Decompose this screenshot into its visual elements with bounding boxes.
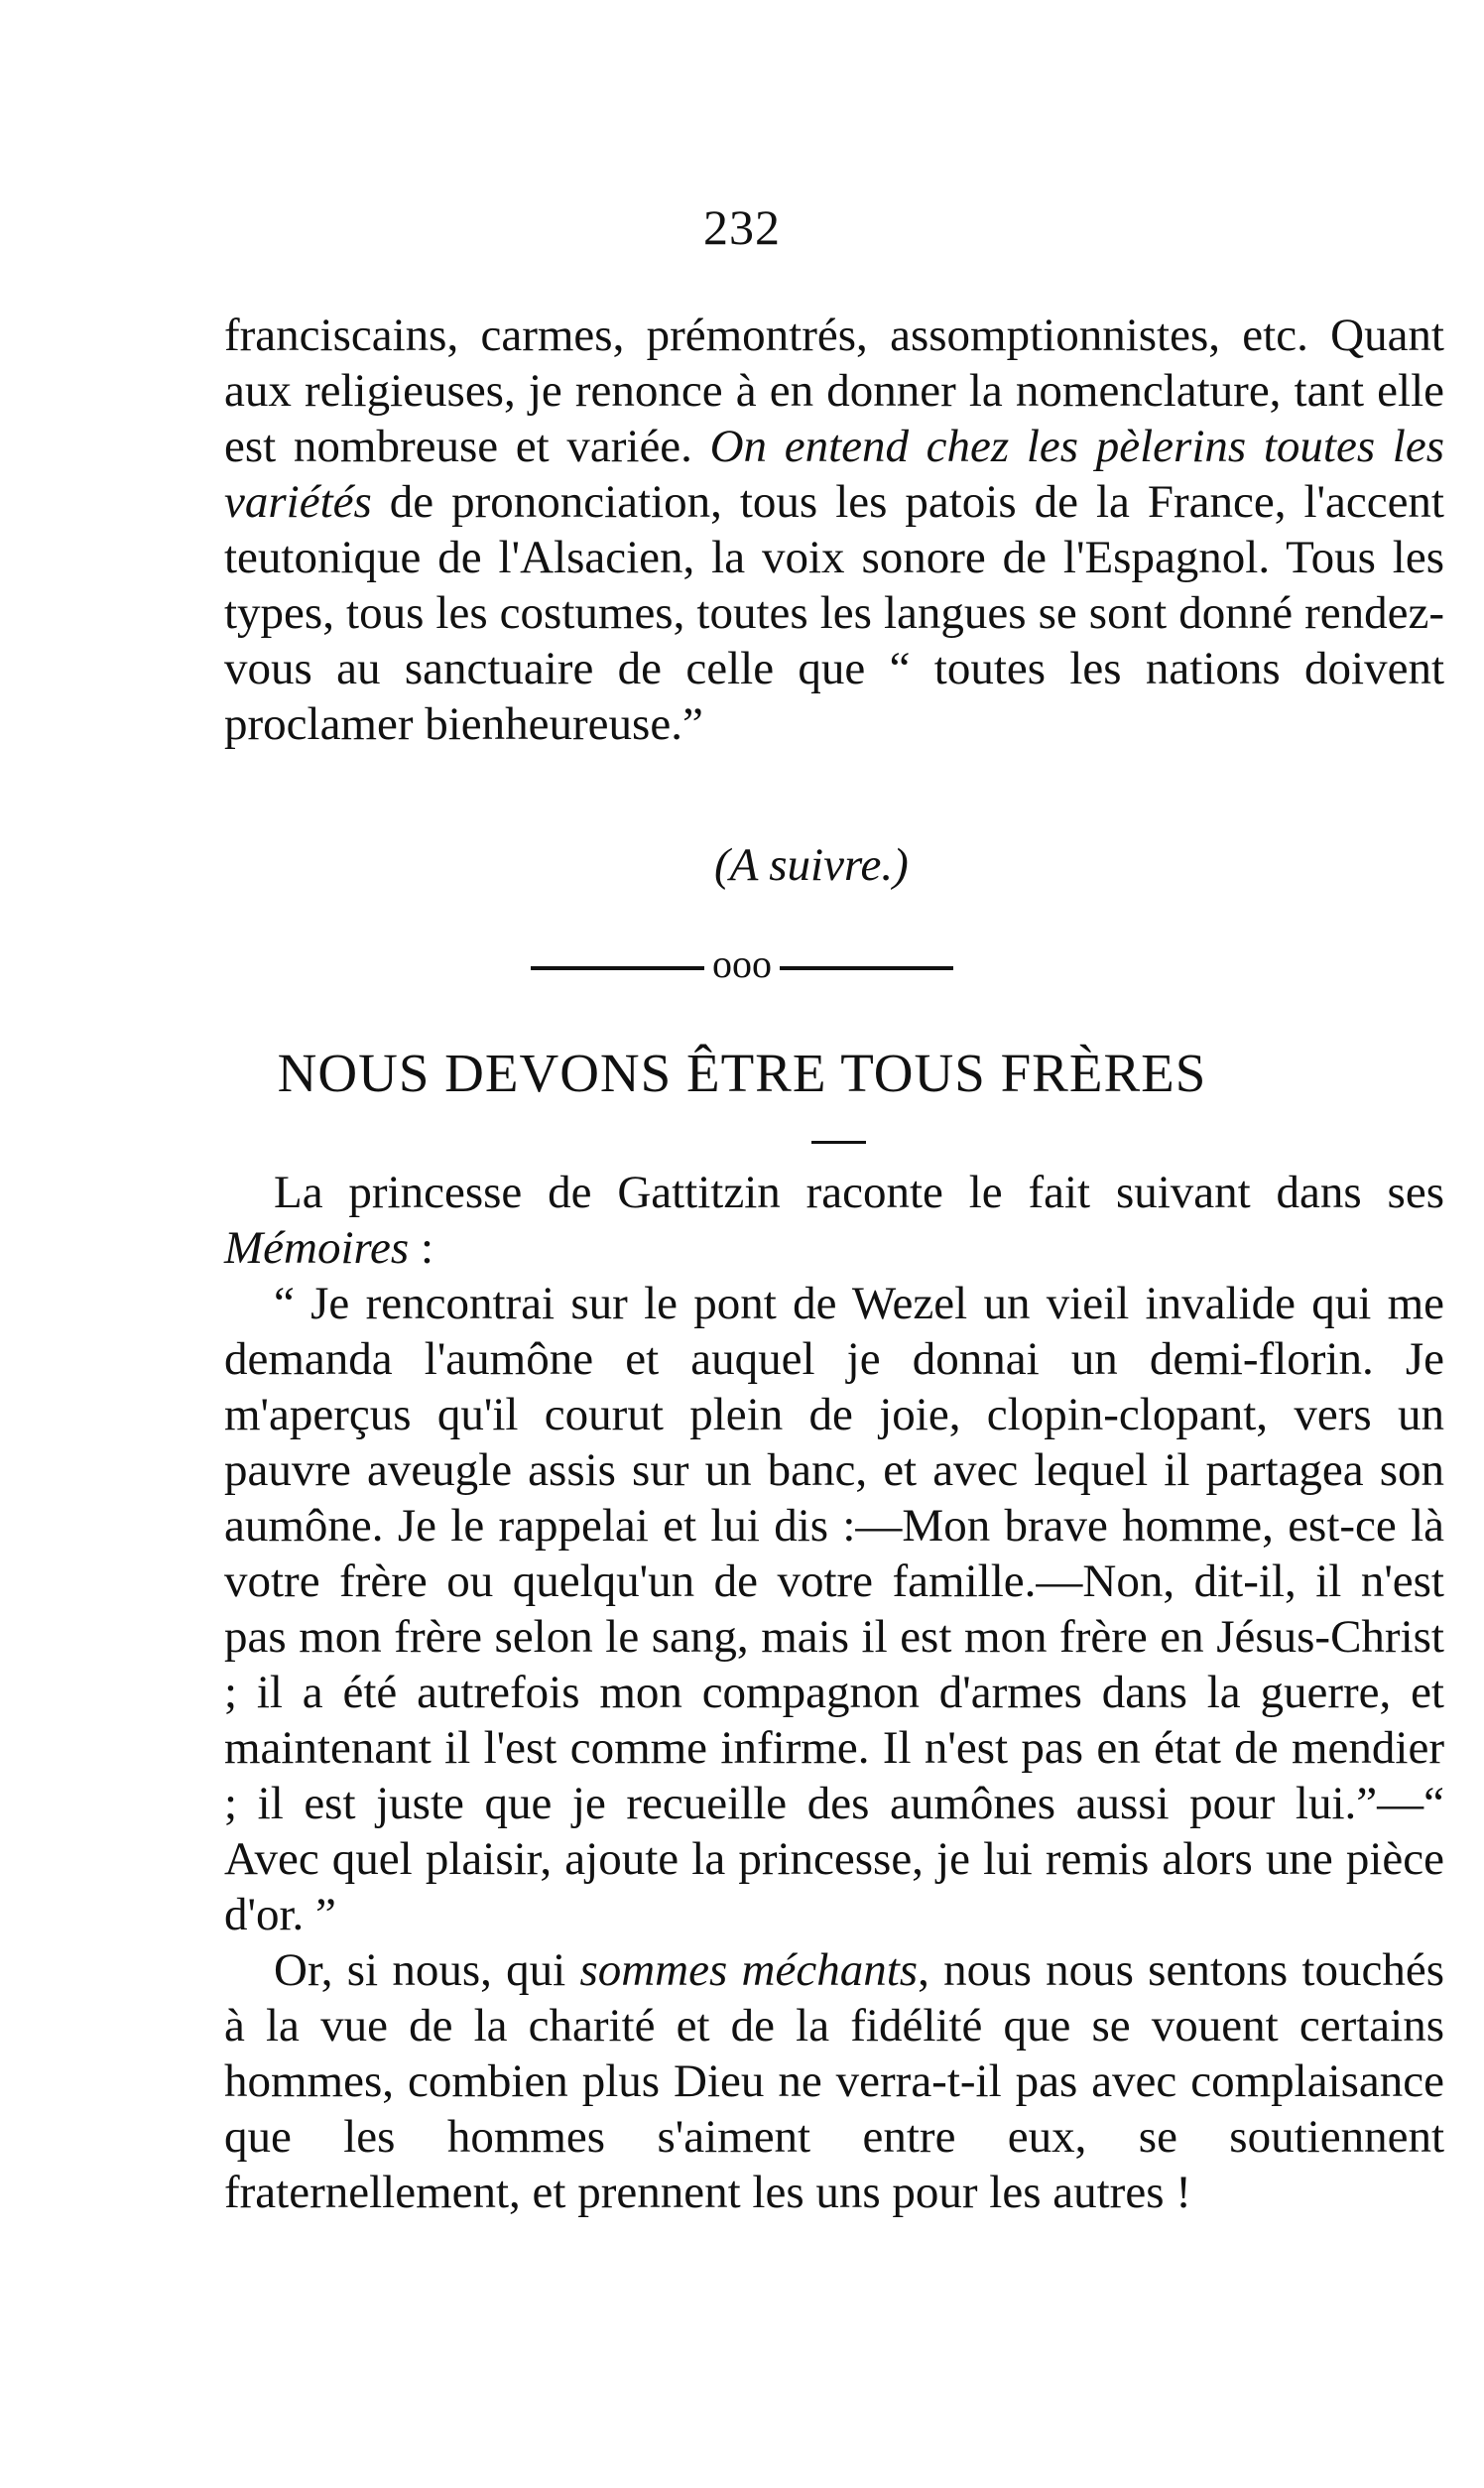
continued-text-part3: de prononciation, tous les patois de la France, l'accent teutonique de l'Alsacien, la voix sonore de l'Espagnol. Tous les types, tous les costumes, toutes les langues se sont donné rendez-vous au sanctuaire de celle que “ toutes les nations doivent proclamer bienheureuse.” (224, 476, 1444, 750)
conclusion-text-start: Or, si nous, qui (274, 1944, 580, 1996)
separator-rule-right (780, 966, 953, 970)
separator-label: ooo (712, 941, 772, 986)
article-paragraph-intro (224, 1165, 1444, 1276)
section-separator (0, 942, 1484, 986)
article-paragraph-conclusion (224, 1942, 1444, 2220)
intro-text: La princesse de Gattitzin raconte le fait suivant dans ses (274, 1167, 1444, 1218)
title-underline-rule (811, 1141, 866, 1144)
intro-colon: : (409, 1222, 434, 1274)
conclusion-italic: sommes méchants (579, 1944, 919, 1996)
article-paragraph-quote: “ Je rencontrai sur le pont de Wezel un vieil invalide qui me demanda l'aumône et auquel je donnai un demi-florin. Je m'aperçus qu'il courut plein de joie, clopin-clopant, vers un pauvre aveugle assis sur un banc, et avec lequel il partagea son aumône. Je le rappelai et lui dis :—Mon brave homme, est-ce là votre frère ou quelqu'un de votre famille.—Non, dit-il, il n'est pas mon frère selon le sang, mais il est mon frère en Jésus-Christ ; il a été autrefois mon compagnon d'armes dans la guerre, et maintenant il l'est comme infirme. Il n'est pas en état de mendier ; il est juste que je recueille des aumônes aussi pour lui.”—“ Avec quel plaisir, ajoute la princesse, je lui remis alors une pièce d'or. ” (224, 1278, 1444, 1940)
page-number: 232 (703, 199, 781, 255)
memoires-title: Mémoires (224, 1222, 410, 1274)
continued-text-italic: On entend chez les pèlerins toutes les variétés (224, 421, 1444, 528)
continued-paragraph (224, 308, 1444, 752)
conclusion-text-end: , nous nous sentons touchés à la vue de la charité et de la fidélité que se vouent certains hommes, combien plus Dieu ne verra-t-il pas avec complaisance que les hommes s'aiment entre eux, se soutiennent fraternellement, et prennent les uns pour les autres ! (224, 1944, 1444, 2218)
article-body (224, 1165, 1444, 2220)
article-title: NOUS DEVONS ÊTRE TOUS FRÈRES (277, 1043, 1207, 1103)
continued-paragraph-text (224, 308, 1444, 752)
separator-rule-left (531, 966, 704, 970)
to-be-continued-note: (A suivre.) (714, 839, 909, 891)
continued-text-part1: franciscains, carmes, prémontrés, assomptionnistes, etc. Quant aux religieuses, je renonce à en donner la nomenclature, tant elle est nombreuse et variée. (224, 310, 1444, 472)
